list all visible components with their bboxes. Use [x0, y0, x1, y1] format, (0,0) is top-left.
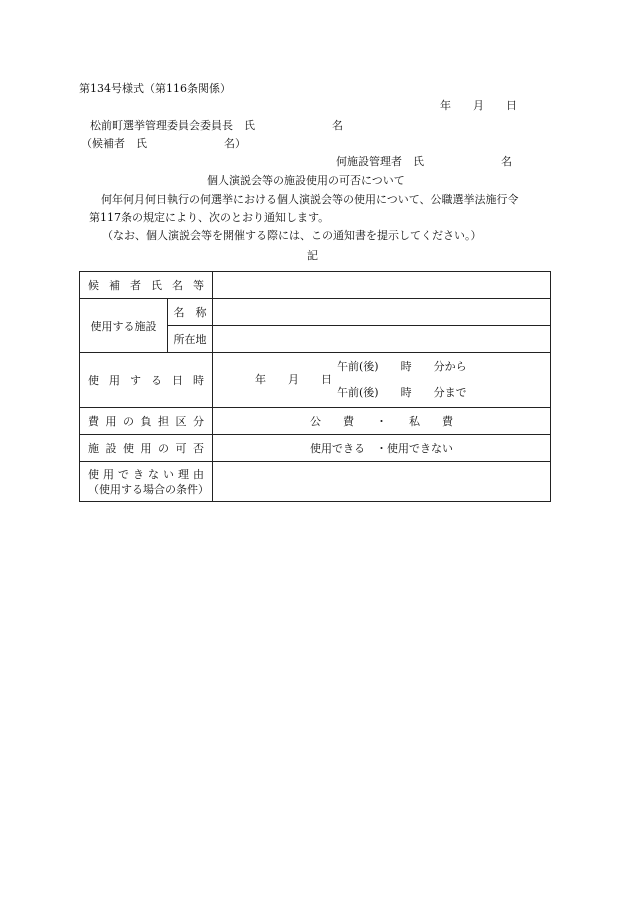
reason-label-line-2: （使用する場合の条件）	[88, 482, 209, 496]
facility-label: 使用する施設	[80, 299, 168, 353]
availability-value: 使用できる ・使用できない	[213, 435, 551, 462]
facility-location-label: 所在地	[168, 326, 213, 353]
cost-label: 費用の負担区分	[80, 408, 213, 435]
date-line: 年 月 日	[440, 99, 517, 112]
candidate-line: （候補者 氏 名）	[81, 137, 246, 150]
document-title: 個人演説会等の施設使用の可否について	[207, 174, 405, 187]
notice-table	[79, 271, 551, 502]
time-from: 午前(後) 時 分から	[337, 360, 467, 373]
facility-name-label: 名 称	[168, 299, 213, 326]
body-note: （なお、個人演説会等を開催する際には、この通知書を提示してください。）	[102, 229, 482, 242]
addressee: 松前町選挙管理委員会委員長 氏 名	[90, 119, 343, 132]
row-availability	[80, 435, 551, 462]
body-paragraph-1: 何年何月何日執行の何選挙における個人演説会等の使用について、公職選挙法施行令	[101, 193, 519, 206]
availability-label: 施設使用の可否	[80, 435, 213, 462]
candidate-name-value	[213, 272, 551, 299]
row-facility-name	[80, 299, 551, 326]
row-candidate-name	[80, 272, 551, 299]
ki-mark: 記	[307, 249, 318, 262]
reason-label-line-1: 使用できない理由	[88, 467, 204, 481]
form-number: 第134号様式（第116条関係）	[79, 82, 231, 95]
row-datetime	[80, 353, 551, 408]
cost-value: 公 費 ・ 私 費	[213, 408, 551, 435]
row-cost	[80, 408, 551, 435]
reason-label	[80, 462, 213, 502]
reason-value	[213, 462, 551, 502]
manager-line: 何施設管理者 氏 名	[336, 155, 512, 168]
datetime-label: 使用する日時	[80, 353, 213, 408]
datetime-value	[213, 353, 551, 408]
candidate-name-label: 候補者氏名等	[80, 272, 213, 299]
facility-location-value	[213, 326, 551, 353]
time-to: 午前(後) 時 分まで	[337, 386, 467, 399]
body-paragraph-2: 第117条の規定により、次のとおり通知します。	[89, 211, 330, 224]
date-value: 年 月 日	[255, 373, 332, 386]
row-reason	[80, 462, 551, 502]
facility-name-value	[213, 299, 551, 326]
